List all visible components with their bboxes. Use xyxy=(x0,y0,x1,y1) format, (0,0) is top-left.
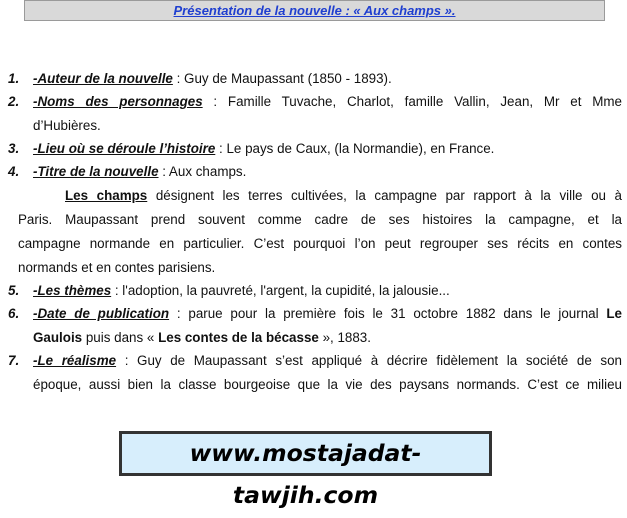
item-text-continued: d’Hubières. xyxy=(33,118,101,133)
item-label: -Auteur de la nouvelle xyxy=(33,71,173,86)
item-text: : l'adoption, la pauvreté, l'argent, la cupidité, la jalousie... xyxy=(111,283,450,298)
item-text: : Guy de Maupassant (1850 - 1893). xyxy=(172,71,392,86)
paragraph-line: campagne normande en particulier. C’est pourquoi l’on peut regrouper ses récits en contes xyxy=(18,236,622,251)
item-label: -Le réalisme xyxy=(33,353,117,368)
item-text: : Le pays de Caux, (la Normandie), en France. xyxy=(215,141,495,156)
paragraph-line: normands et en contes parisiens. xyxy=(18,260,216,275)
list-item-title xyxy=(33,163,246,181)
item-text: puis dans « xyxy=(82,330,159,345)
paragraph-bold-term: Les champs xyxy=(65,188,148,203)
item-text: », 1883. xyxy=(318,330,371,345)
list-item-author xyxy=(33,70,392,88)
item-label: -Les thèmes xyxy=(33,283,112,298)
list-item-themes xyxy=(33,282,450,300)
item-label: -Noms des personnages xyxy=(33,94,203,109)
item-number: 2. xyxy=(8,94,20,109)
item-label: -Date de publication xyxy=(33,306,170,321)
watermark-text: www.mostajadat-tawjih.com xyxy=(189,439,422,509)
item-text: : Famille Tuvache, Charlot, famille Vallin, Jean, Mr et Mme xyxy=(202,94,622,109)
page-title: Présentation de la nouvelle : « Aux champs ». xyxy=(173,3,456,18)
item-number: 5. xyxy=(8,283,20,298)
newspaper-name: Le xyxy=(606,306,622,321)
item-text-continued: époque, aussi bien la classe bourgeoise que la vie des paysans normands. C’est ce milieu xyxy=(33,377,622,392)
item-number: 6. xyxy=(8,306,20,321)
watermark-banner xyxy=(119,431,492,509)
item-label: -Titre de la nouvelle xyxy=(33,164,159,179)
item-text: : parue pour la première fois le 31 octobre 1882 dans le journal xyxy=(169,306,607,321)
item-number: 3. xyxy=(8,141,20,156)
item-number: 4. xyxy=(8,164,20,179)
list-item-characters xyxy=(33,93,622,111)
paragraph-line xyxy=(65,187,622,205)
item-label: -Lieu où se déroule l’histoire xyxy=(33,141,216,156)
newspaper-name: Gaulois xyxy=(33,330,83,345)
paragraph-line: Paris. Maupassant prend souvent comme cadre de ses histoires la campagne, et la xyxy=(18,212,622,227)
item-number: 1. xyxy=(8,71,20,86)
list-item-realism xyxy=(33,352,622,370)
list-item-place xyxy=(33,140,494,158)
item-text: : Aux champs. xyxy=(158,164,247,179)
paragraph-text: désignent les terres cultivées, la campagne par rapport à la ville ou à xyxy=(147,188,622,203)
book-title: Les contes de la bécasse xyxy=(158,330,319,345)
list-item-publication xyxy=(33,305,622,323)
item-text: : Guy de Maupassant s’est appliqué à décrire fidèlement la société de son xyxy=(116,353,622,368)
item-number: 7. xyxy=(8,353,20,368)
item-text-continued xyxy=(33,329,371,347)
page-title-box xyxy=(24,0,605,21)
